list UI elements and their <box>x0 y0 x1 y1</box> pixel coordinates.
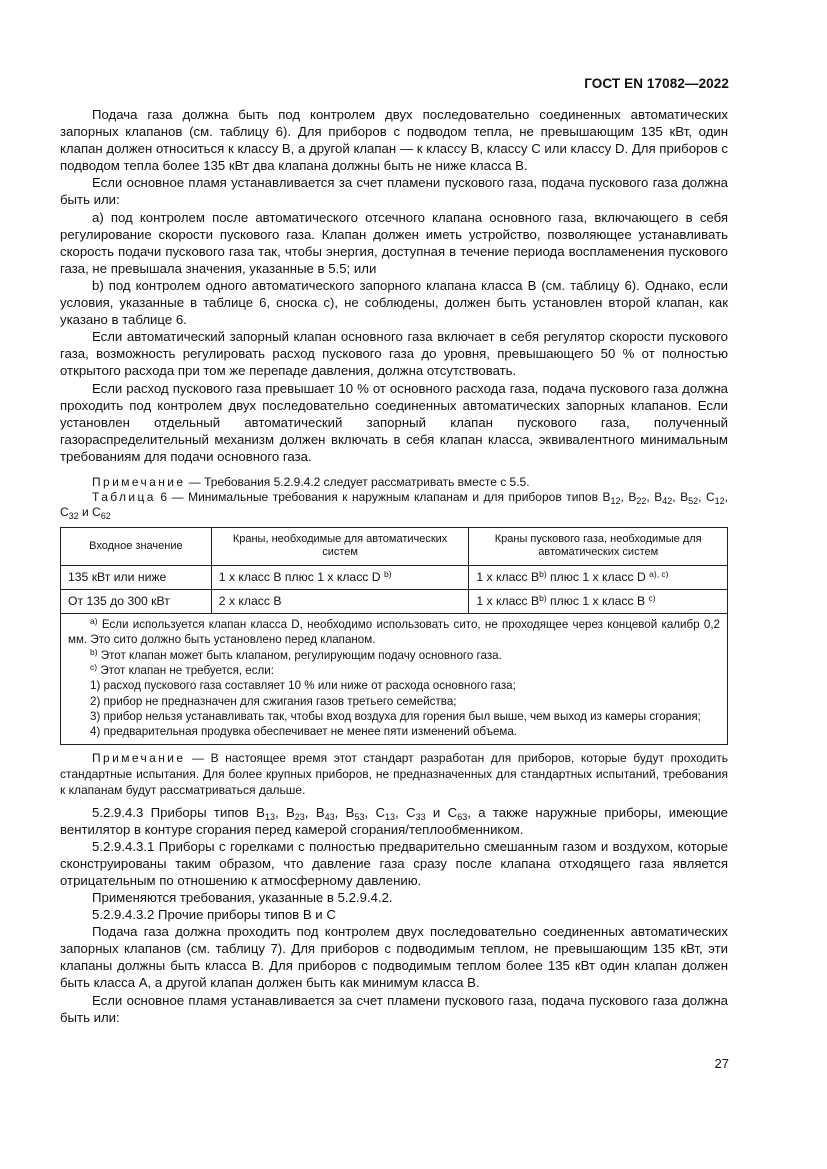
table-header-row <box>61 527 728 565</box>
page-number: 27 <box>714 1056 729 1071</box>
footnote-item: 1) расход пускового газа составляет 10 % или ниже от расхода основного газа; <box>90 679 516 693</box>
page-content <box>60 106 728 1026</box>
footnote: $^{c)}$ Этот клапан не требуется, если: <box>90 662 274 678</box>
section-heading: 5.2.9.4.3.2 Прочие приборы типов B и C <box>92 907 336 923</box>
paragraph: Если автоматический запорный клапан основного газа включает в себя регулятор скорости пускового газа, возможность регулировать расход пускового газа до уровня, превышающего 50 % от полностью открытого расхода при том же перепаде давления, должна отсутствовать. <box>60 329 728 379</box>
footnote-item: 2) прибор не предназначен для сжигания газов третьего семейства; <box>90 694 457 708</box>
table-caption-label: Таблица <box>92 489 156 504</box>
paragraph: Подача газа должна быть под контролем двух последовательно соединенных автоматических запорных клапанов (см. таблицу 6). Для приборов с подводом тепла, не превышающим 135 кВт, один клапан должен относиться к классу B, а другой клапан — к классу B, классу C или классу D. Для приборов с подводом тепла более 135 кВт два клапана должны быть не ниже класса B. <box>60 107 729 174</box>
note-text: — Требования 5.2.9.4.2 следует рассматривать вместе с 5.5. <box>185 474 530 489</box>
paragraph: Если основное пламя устанавливается за счет пламени пускового газа, подача пускового газа должна быть или: <box>60 992 728 1025</box>
table-row <box>61 590 728 614</box>
column-header: Краны, необходимые для автоматических систем <box>211 527 469 565</box>
footnote-item: 3) прибор нельзя устанавливать так, чтобы вход воздуха для горения был выше, чем выход из камеры сгорания; <box>90 709 701 723</box>
table-footnotes-row <box>61 614 728 744</box>
footnote-item: 4) предварительная продувка обеспечивает не менее пяти изменений объема. <box>90 725 518 739</box>
note <box>60 474 728 490</box>
column-header: Краны пускового газа, необходимые для автоматических систем <box>469 527 728 565</box>
note-text: — В настоящее время этот стандарт разработан для приборов, которые будут проходить стандартные испытания. Для более крупных приборов, не предназначенных для стандартных испытаний, требования к клапанам будут рассматриваться дальше. <box>60 750 728 797</box>
table-cell: 2 x класс B <box>211 590 469 614</box>
paragraph: Если расход пускового газа превышает 10 % от основного расхода газа, подача пускового газа должна проходить под контролем двух последовательно соединенных автоматических запорных клапанов. Если установлен отдельный автоматический запорный клапан пускового газа, полученный газораспределительный механизм должен включать в себя клапан класса, эквивалентного минимальным требованиям для подачи основного газа. <box>60 380 728 464</box>
footnote: $^{a)}$ Если используется клапан класса D, необходимо использовать сито, не проходящее через концевой калибр 0,2 мм. Это сито должно быть установлено перед клапаном. <box>68 616 720 647</box>
section-heading: 5.2.9.4.3 Приборы типов $B_{13}$, $B_{23}$, $B_{43}$, $B_{53}$, $C_{13}$, $C_{33}$ и $C_{63}$, а также наружные приборы, имеющие вентилятор в контуре сгорания перед камерой сгорания/теплообменником. <box>60 804 728 837</box>
table-caption: Таблица 6 — Минимальные требования к наружным клапанам и для приборов типов $B_{12}$, $B_{22}$, $B_{42}$, $B_{52}$, $C_{12}$, $C_{32}$ и $C_{62}$ <box>60 489 728 521</box>
table-cell: 1 x класс $B^{b)}$ плюс 1 x класс B $^{c)}$ <box>469 590 728 614</box>
document-header: ГОСТ EN 17082—2022 <box>584 76 729 91</box>
table-cell: 1 x класс B плюс 1 x класс D $^{b)}$ <box>211 565 469 589</box>
paragraph: 5.2.9.4.3.1 Приборы с горелками с полностью предварительно смешанным газом и воздухом, которые сконструированы таким образом, что давление газа сразу после клапана отходящего газа является отрицательным по отношению к атмосферному давлению. <box>60 838 728 888</box>
paragraph: Если основное пламя устанавливается за счет пламени пускового газа, подача пускового газа должна быть или: <box>60 175 728 208</box>
paragraph: а) под контролем после автоматического отсечного клапана основного газа, включающего в себя регулирование скорости пускового газа. Клапан должен иметь устройство, позволяющее устанавливать скорость подачи пускового газа так, чтобы энергия, доступная в течение периода воспламенения пускового газа, не превышала значения, указанные в 5.5; или <box>60 209 728 276</box>
note-label: Примечание <box>92 474 186 489</box>
paragraph: b) под контролем одного автоматического запорного клапана класса B (см. таблицу 6). Однако, если условия, указанные в таблице 6, сноска c), не соблюдены, должен быть установлен второй клапан, как указано в таблице 6. <box>60 277 728 328</box>
paragraph: Применяются требования, указанные в 5.2.9.4.2. <box>92 890 393 905</box>
valves-table <box>60 527 728 745</box>
footnote: $^{b)}$ Этот клапан может быть клапаном, регулирующим подачу основного газа. <box>90 646 502 662</box>
table-cell: 135 кВт или ниже <box>61 565 212 589</box>
column-header: Входное значение <box>61 527 212 565</box>
note-label: Примечание <box>92 750 186 765</box>
paragraph: Подача газа должна проходить под контролем двух последовательно соединенных автоматических запорных клапанов (см. таблицу 7). Для приборов с подводимым теплом, не превышающим 135 кВт, эти клапаны должны быть класса B. Для приборов с подводимым теплом более 135 кВт один клапан должен быть класса A, а другой клапан должен быть как минимум класса B. <box>60 924 728 991</box>
table-footnotes <box>61 614 728 744</box>
table-cell: 1 x класс $B^{b)}$ плюс 1 x класс D $^{a), c)}$ <box>469 565 728 589</box>
table-row <box>61 565 728 589</box>
note <box>60 750 728 798</box>
table-cell: От 135 до 300 кВт <box>61 590 212 614</box>
